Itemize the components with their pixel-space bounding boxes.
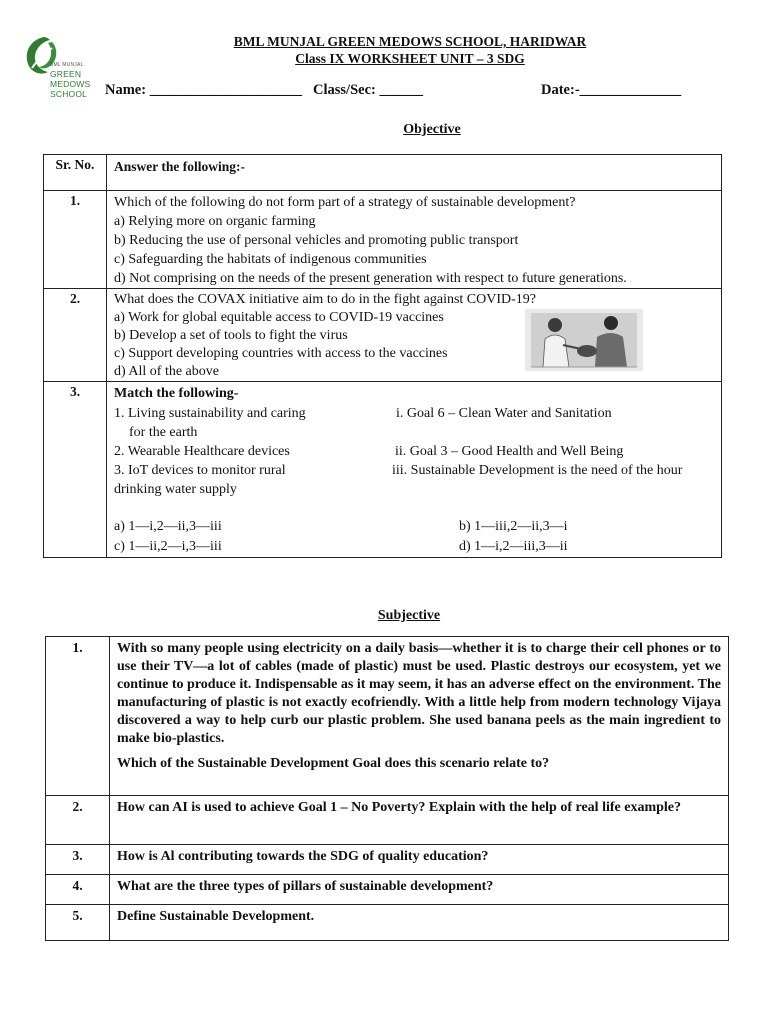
q3-options-row-1 — [114, 517, 715, 537]
q1-option-d: d) Not comprising on the needs of the present generation with respect to future generations. — [114, 271, 627, 286]
match-left-1-cont: for the earth — [129, 424, 198, 440]
q2-option-d: d) All of the above — [114, 364, 219, 379]
school-name: BML MUNJAL GREEN MEDOWS SCHOOL, HARIDWAR — [233, 34, 587, 49]
subjective-row-4 — [46, 875, 729, 905]
match-left-3: 3. IoT devices to monitor rural — [114, 463, 286, 478]
subjective-heading: Subjective — [377, 608, 441, 623]
sq1-question: Which of the Sustainable Development Goal does this scenario relate to? — [117, 756, 550, 771]
q3-cell — [107, 382, 722, 558]
q3-option-d: d) 1—i,2—iii,3—ii — [459, 538, 568, 554]
objective-row-1 — [44, 191, 722, 289]
logo-line-4: SCHOOL — [50, 89, 88, 99]
q3-option-b: b) 1—iii,2—ii,3—i — [459, 518, 568, 534]
sq4-number: 4. — [46, 875, 110, 905]
q3-option-c: c) 1—ii,2—i,3—iii — [114, 538, 222, 554]
q2-option-b: b) Develop a set of tools to fight the virus — [114, 328, 348, 343]
subjective-row-2 — [46, 796, 729, 845]
objective-header-row — [44, 155, 722, 191]
q2-option-c: c) Support developing countries with access to the vaccines — [114, 346, 448, 361]
match-right-2: ii. Goal 3 – Good Health and Well Being — [395, 444, 624, 459]
objective-heading: Objective — [403, 122, 461, 137]
match-row-2 — [114, 442, 715, 461]
logo-line-3: MEDOWS — [50, 79, 91, 89]
sq5-question: Define Sustainable Development. — [110, 905, 729, 941]
q3-question: Match the following- — [114, 386, 239, 401]
sq4-question: What are the three types of pillars of sustainable development? — [110, 875, 729, 905]
q3-number: 3. — [44, 382, 107, 558]
date-field-label: Date:-______________ — [541, 82, 682, 98]
sq1-passage: With so many people using electricity on a daily basis—whether it is to charge their cell phones or to use their TV—a lot of cables (made of plastic) must be used. Plastic destroys our ecosystem, yet we continue to produce it. Indispensable as it may seem, it has an adverse effect on the environment. The manufacturing of plastic is not exactly ecofriendly. With a little help from modern technology Vijaya discovered a way to help curb our plastic problem. She used banana peels as the main ingredient to make bio-plastics. — [117, 641, 721, 746]
match-left-1: 1. Living sustainability and caring — [114, 405, 306, 421]
objective-row-2 — [44, 289, 722, 382]
match-row-1 — [114, 404, 715, 423]
q3-options-row-2 — [114, 537, 715, 557]
sr-no-header: Sr. No. — [44, 155, 107, 191]
match-left-3-cont: drinking water supply — [114, 482, 237, 497]
q1-number: 1. — [44, 191, 107, 289]
q1-option-b: b) Reducing the use of personal vehicles and promoting public transport — [114, 233, 519, 248]
q2-question: What does the COVAX initiative aim to do in the fight against COVID-19? — [114, 292, 537, 307]
logo-line-1: BML MUNJAL — [50, 62, 84, 68]
match-right-1: i. Goal 6 – Clean Water and Sanitation — [396, 405, 612, 421]
sq3-number: 3. — [46, 845, 110, 875]
answer-header: Answer the following:- — [107, 155, 722, 191]
subjective-table — [45, 636, 729, 941]
q2-cell — [107, 289, 722, 382]
class-field-label: Class/Sec: ______ — [313, 82, 423, 98]
sq1-cell — [110, 637, 729, 796]
q1-option-a: a) Relying more on organic farming — [114, 214, 316, 229]
sq1-number: 1. — [46, 637, 110, 796]
objective-table — [43, 154, 722, 558]
logo-line-2: GREEN — [50, 69, 82, 79]
sq5-number: 5. — [46, 905, 110, 941]
sq2-number: 2. — [46, 796, 110, 845]
match-row-3 — [114, 461, 715, 480]
name-field-label: Name: _____________________ — [105, 82, 302, 98]
sq2-question: How can AI is used to achieve Goal 1 – No Poverty? Explain with the help of real life example? — [110, 796, 729, 845]
vaccination-photo — [525, 309, 643, 371]
q1-question: Which of the following do not form part of a strategy of sustainable development? — [114, 195, 576, 210]
match-left-2: 2. Wearable Healthcare devices — [114, 444, 290, 459]
match-right-3: iii. Sustainable Development is the need of the hour — [392, 463, 683, 478]
q3-option-a: a) 1—i,2—ii,3—iii — [114, 518, 222, 534]
subjective-row-1 — [46, 637, 729, 796]
subjective-row-5 — [46, 905, 729, 941]
q1-cell — [107, 191, 722, 289]
school-logo — [22, 34, 102, 106]
sq3-question: How is Al contributing towards the SDG of quality education? — [110, 845, 729, 875]
q1-option-c: c) Safeguarding the habitats of indigenous communities — [114, 252, 427, 267]
objective-row-3 — [44, 382, 722, 558]
q2-option-a: a) Work for global equitable access to COVID-19 vaccines — [114, 310, 444, 325]
q2-number: 2. — [44, 289, 107, 382]
subjective-row-3 — [46, 845, 729, 875]
worksheet-subtitle: Class IX WORKSHEET UNIT – 3 SDG — [295, 51, 525, 66]
